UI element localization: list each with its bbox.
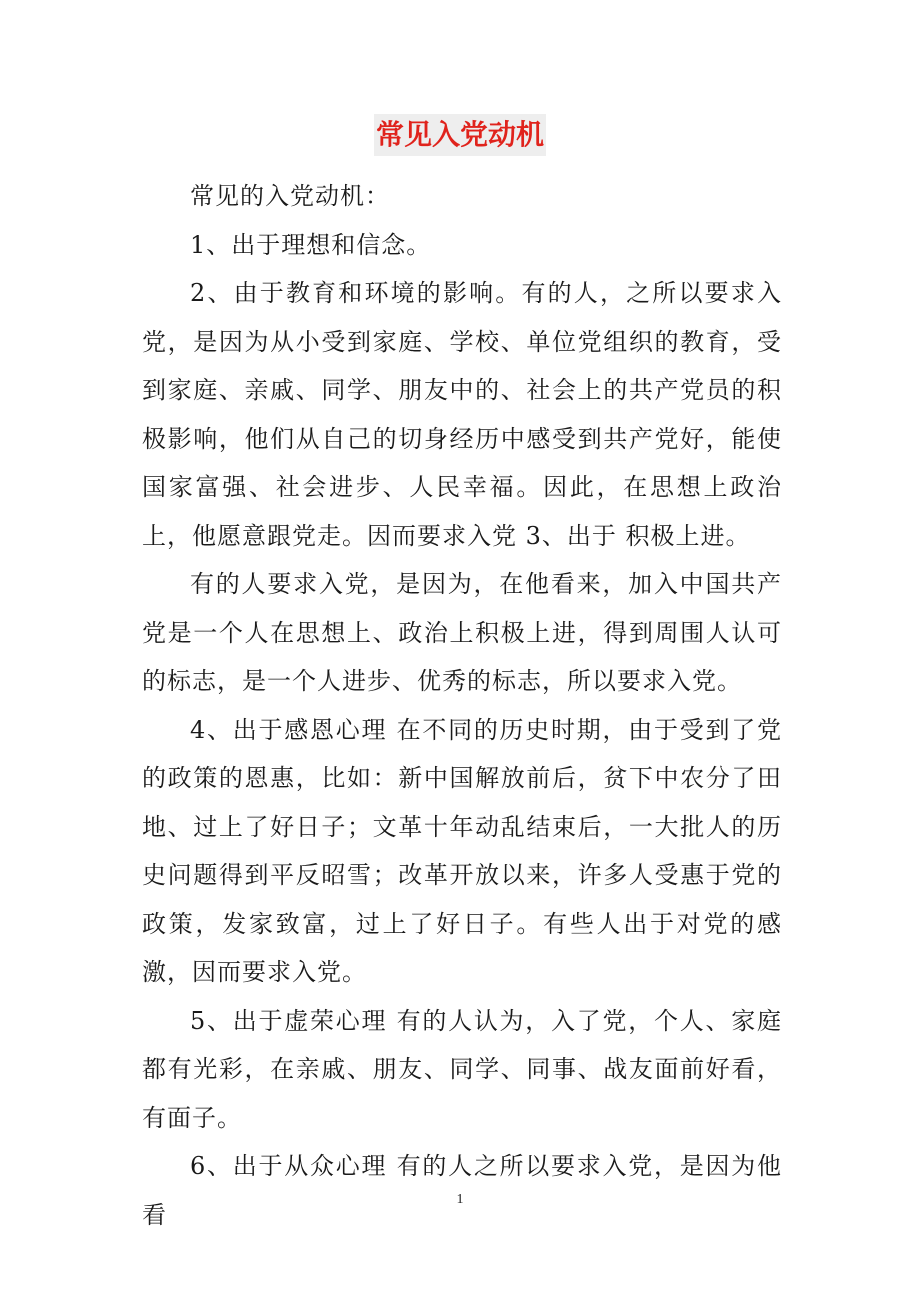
paragraph-5: 5、出于虚荣心理 有的人认为，入了党，个人、家庭都有光彩，在亲戚、朋友、同学、同事、战友面前好看，有面子。: [142, 1006, 782, 1132]
document-title-wrapper: [0, 114, 920, 156]
document-title: 常见入党动机: [374, 114, 546, 156]
document-body: [142, 172, 782, 1239]
paragraph-4: 4、出于感恩心理 在不同的历史时期，由于受到了党的政策的恩惠，比如：新中国解放前后，贫下中农分了田地、过上了好日子；文革十年动乱结束后，一大批人的历史问题得到平反昭雪；改革开放以来，许多人受惠于党的政策，发家致富，过上了好日子。有些人出于对党的感激，因而要求入党。: [142, 715, 782, 986]
paragraph-6: 6、出于从众心理 有的人之所以要求入党，是因为他看: [142, 1152, 782, 1229]
paragraph-1: 1、出于理想和信念。: [190, 230, 432, 259]
paragraph-intro: 常见的入党动机：: [190, 182, 390, 210]
page-number: 1: [456, 1192, 464, 1207]
paragraph-3: 有的人要求入党，是因为，在他看来，加入中国共产党是一个人在思想上、政治上积极上进，得到周围人认可的标志，是一个人进步、优秀的标志，所以要求入党。: [142, 570, 782, 695]
paragraph-2: 2、由于教育和环境的影响。有的人，之所以要求入党，是因为从小受到家庭、学校、单位党组织的教育，受到家庭、亲戚、同学、朋友中的、社会上的共产党员的积极影响，他们从自己的切身经历中感受到共产党好，能使国家富强、社会进步、人民幸福。因此，在思想上政治上，他愿意跟党走。因而要求入党 3、出于 积极上进。: [142, 279, 782, 550]
